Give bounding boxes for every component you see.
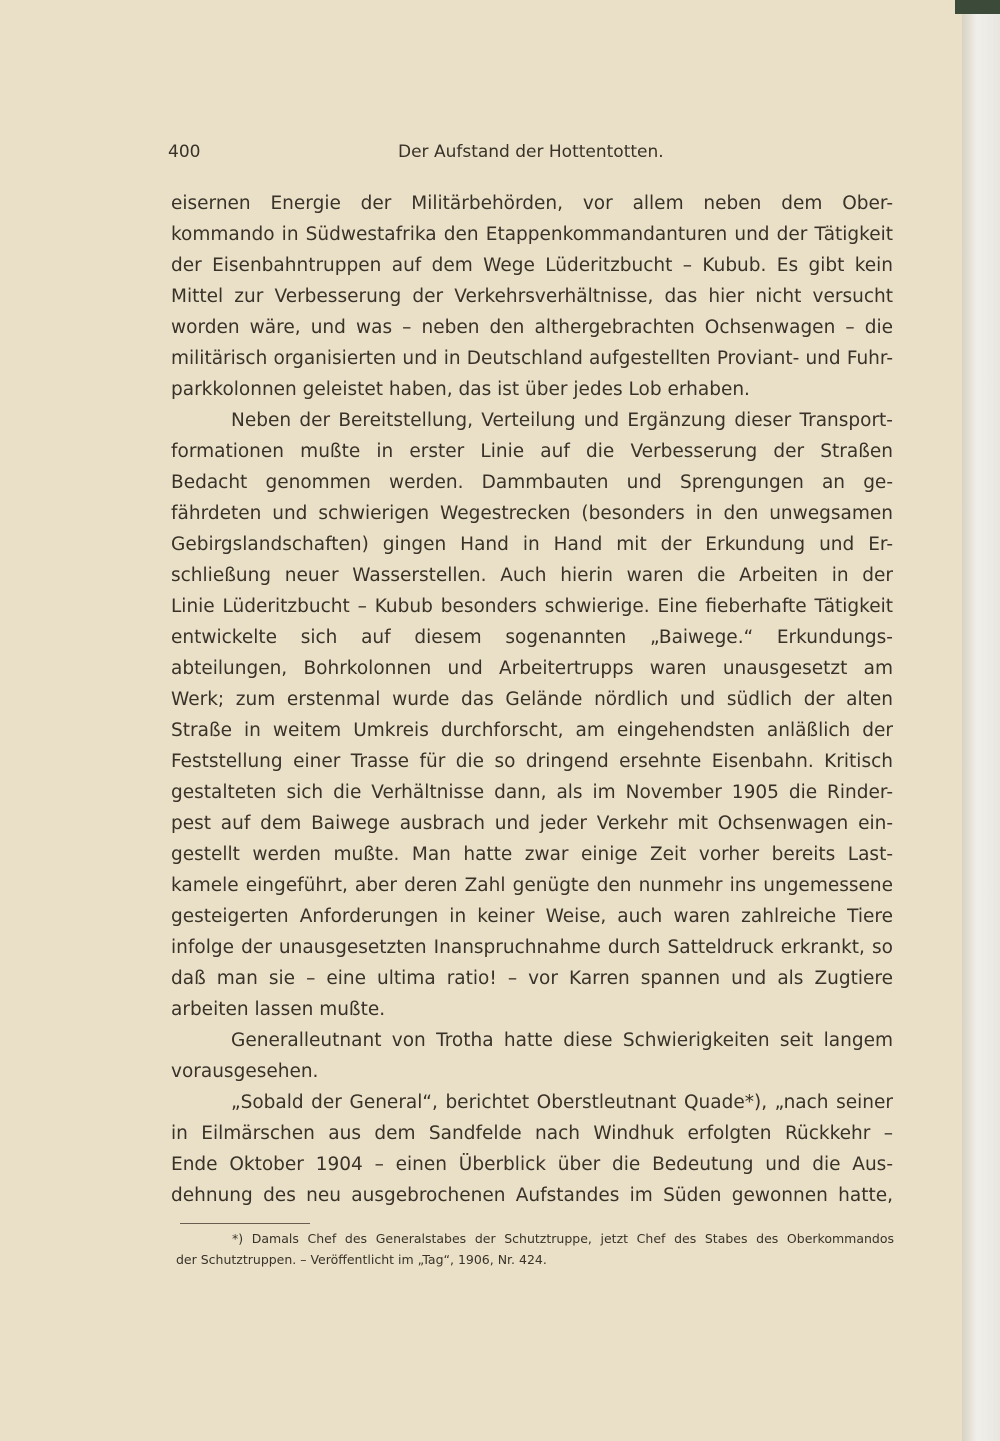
page-number: 400 bbox=[168, 142, 201, 162]
text-line: gestalteten sich die Verhältnisse dann, als im November 1905 die Rinder- bbox=[171, 782, 893, 803]
text-line: Mittel zur Verbesserung der Verkehrsverhältnisse, das hier nicht versucht bbox=[171, 286, 893, 307]
text-line: daß man sie – eine ultima ratio! – vor Karren spannen und als Zugtiere bbox=[171, 968, 893, 989]
text-line: Straße in weitem Umkreis durchforscht, am eingehendsten anläßlich der bbox=[171, 720, 893, 741]
text-line: abteilungen, Bohrkolonnen und Arbeitertrupps waren unausgesetzt am bbox=[171, 658, 893, 679]
text-line: dehnung des neu ausgebrochenen Aufstandes im Süden gewonnen hatte, bbox=[171, 1185, 893, 1206]
text-line: parkkolonnen geleistet haben, das ist über jedes Lob erhaben. bbox=[171, 379, 750, 400]
text-line: infolge der unausgesetzten Inanspruchnahme durch Satteldruck erkrankt, so bbox=[171, 937, 893, 958]
text-line: Feststellung einer Trasse für die so dringend ersehnte Eisenbahn. Kritisch bbox=[171, 751, 893, 772]
text-line: Ende Oktober 1904 – einen Überblick über die Bedeutung und die Aus- bbox=[171, 1154, 893, 1175]
text-line: entwickelte sich auf diesem sogenannten „Baiwege.“ Erkundungs- bbox=[171, 627, 893, 648]
text-line: schließung neuer Wasserstellen. Auch hierin waren die Arbeiten in der bbox=[171, 565, 893, 586]
text-line: vorausgesehen. bbox=[171, 1061, 319, 1082]
page-header bbox=[168, 142, 890, 166]
book-cover-corner bbox=[955, 0, 1000, 14]
text-line: Neben der Bereitstellung, Verteilung und Ergänzung dieser Transport- bbox=[231, 410, 893, 431]
body-text bbox=[171, 188, 893, 1211]
text-line: kamele eingeführt, aber deren Zahl genügte den nunmehr ins ungemessene bbox=[171, 875, 893, 896]
text-line: militärisch organisierten und in Deutschland aufgestellten Proviant- und Fuhr- bbox=[171, 348, 893, 369]
footnote bbox=[176, 1228, 894, 1270]
text-line: gesteigerten Anforderungen in keiner Weise, auch waren zahlreiche Tiere bbox=[171, 906, 893, 927]
page-edge bbox=[962, 0, 1000, 1441]
text-line: gestellt werden mußte. Man hatte zwar einige Zeit vorher bereits Last- bbox=[171, 844, 893, 865]
text-line: Werk; zum erstenmal wurde das Gelände nördlich und südlich der alten bbox=[171, 689, 893, 710]
text-line: formationen mußte in erster Linie auf die Verbesserung der Straßen bbox=[171, 441, 893, 462]
text-line: Bedacht genommen werden. Dammbauten und Sprengungen an ge- bbox=[171, 472, 893, 493]
running-title: Der Aufstand der Hottentotten. bbox=[398, 142, 664, 162]
text-line: arbeiten lassen mußte. bbox=[171, 999, 386, 1020]
text-line: kommando in Südwestafrika den Etappenkommandanturen und der Tätigkeit bbox=[171, 224, 893, 245]
text-line: Generalleutnant von Trotha hatte diese Schwierigkeiten seit langem bbox=[231, 1030, 893, 1051]
text-line: pest auf dem Baiwege ausbrach und jeder Verkehr mit Ochsenwagen ein- bbox=[171, 813, 893, 834]
text-line: „Sobald der General“, berichtet Oberstleutnant Quade*), „nach seiner bbox=[231, 1092, 893, 1113]
text-line: Gebirgslandschaften) gingen Hand in Hand mit der Erkundung und Er- bbox=[171, 534, 893, 555]
text-line: eisernen Energie der Militärbehörden, vor allem neben dem Ober- bbox=[171, 193, 893, 214]
text-line: Linie Lüderitzbucht – Kubub besonders schwierige. Eine fieberhafte Tätigkeit bbox=[171, 596, 893, 617]
footnote-rule bbox=[180, 1223, 310, 1224]
text-line: fährdeten und schwierigen Wegestrecken (besonders in den unwegsamen bbox=[171, 503, 893, 524]
text-line: in Eilmärschen aus dem Sandfelde nach Windhuk erfolgten Rückkehr – bbox=[171, 1123, 893, 1144]
footnote-line: der Schutztruppen. – Veröffentlicht im „Tag“, 1906, Nr. 424. bbox=[176, 1252, 547, 1267]
footnote-line: *) Damals Chef des Generalstabes der Schutztruppe, jetzt Chef des Stabes des Oberkommandos bbox=[232, 1231, 894, 1246]
text-line: der Eisenbahntruppen auf dem Wege Lüderitzbucht – Kubub. Es gibt kein bbox=[171, 255, 893, 276]
text-line: worden wäre, und was – neben den althergebrachten Ochsenwagen – die bbox=[171, 317, 893, 338]
